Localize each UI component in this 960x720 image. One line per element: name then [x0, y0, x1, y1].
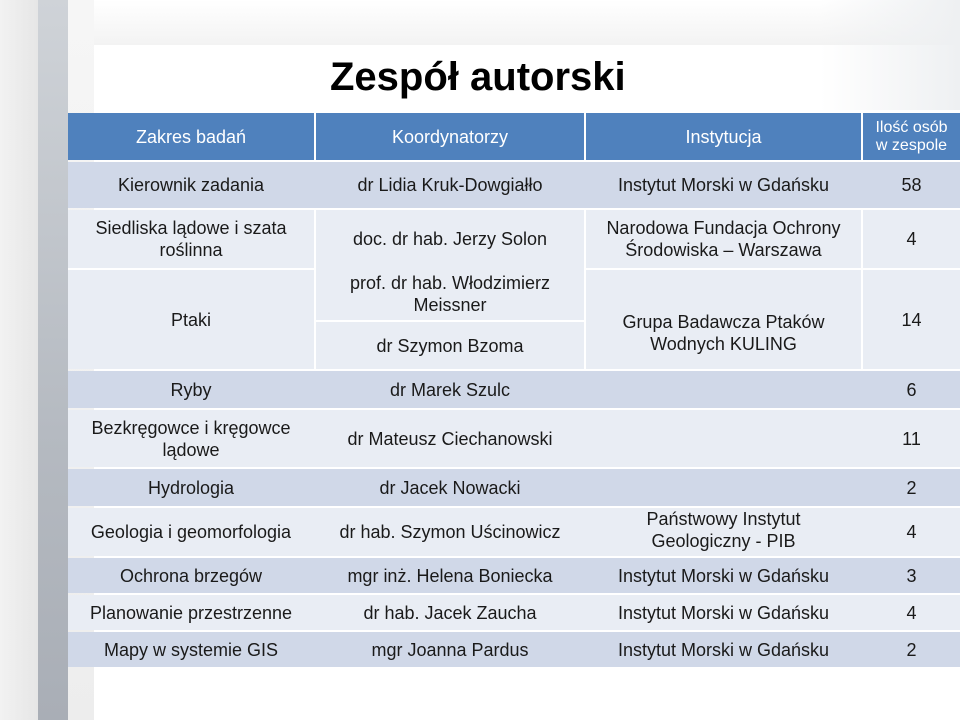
- birds-institution-line1: Grupa Badawcza Ptaków: [622, 311, 825, 332]
- birds-institution: [586, 296, 861, 369]
- column-divider: [861, 210, 863, 369]
- geology-institution-line2: Geologiczny - PIB: [651, 530, 796, 551]
- gis-coordinator: mgr Joanna Pardus: [371, 639, 529, 660]
- hydrology-scope: Hydrologia: [147, 477, 235, 498]
- header-count-line1: Ilość osób: [875, 118, 948, 136]
- birds-coordinator-2: dr Szymon Bzoma: [376, 335, 524, 356]
- invertebrates-scope-line2: lądowe: [162, 439, 220, 460]
- lead-count: 58: [901, 175, 922, 195]
- column-divider: [584, 210, 586, 369]
- fish-coordinator: dr Marek Szulc: [389, 379, 511, 400]
- geology-scope: Geologia i geomorfologia: [90, 522, 292, 542]
- planning-coordinator: dr hab. Jacek Zaucha: [363, 602, 537, 623]
- coast-coordinator: mgr inż. Helena Boniecka: [347, 565, 553, 586]
- birds-coordinator-1-line2: Meissner: [413, 295, 487, 315]
- birds-coordinator-1-line1: prof. dr hab. Włodzimierz: [349, 273, 551, 293]
- header-scope: Zakres badań: [68, 113, 314, 160]
- birds-institution-line2: Wodnych KULING: [650, 333, 797, 354]
- fish-count: 6: [906, 379, 917, 400]
- habitats-scope-line2: roślinna: [159, 240, 223, 260]
- gis-scope: Mapy w systemie GIS: [103, 639, 279, 660]
- habitats-institution-line2: Środowiska – Warszawa: [625, 240, 822, 260]
- invertebrates-scope-line1: Bezkręgowce i kręgowce: [91, 417, 291, 438]
- habitats-scope-line1: Siedliska lądowe i szata: [95, 218, 287, 238]
- hydrology-count: 2: [906, 477, 917, 498]
- header-institution: Instytucja: [586, 113, 861, 160]
- geology-institution: [586, 503, 861, 556]
- birds-coordinator-1: [316, 268, 584, 320]
- background-fade: [820, 0, 960, 110]
- background-stripe: [38, 0, 68, 720]
- coast-institution: Instytut Morski w Gdańsku: [617, 565, 830, 586]
- gis-count: 2: [906, 639, 917, 660]
- planning-scope: Planowanie przestrzenne: [89, 602, 293, 623]
- coast-count: 3: [906, 565, 917, 586]
- lead-scope: Kierownik zadania: [117, 175, 265, 195]
- habitats-count: 4: [906, 229, 917, 249]
- hydrology-coordinator: dr Jacek Nowacki: [379, 477, 521, 498]
- habitats-institution-line1: Narodowa Fundacja Ochrony: [606, 218, 841, 238]
- habitats-institution: [586, 210, 861, 268]
- geology-institution-line1: Państwowy Instytut: [646, 508, 801, 529]
- birds-scope: Ptaki: [170, 309, 212, 330]
- birds-count: 14: [901, 309, 922, 330]
- header-count: [863, 113, 960, 160]
- gis-institution: Instytut Morski w Gdańsku: [617, 639, 830, 660]
- cell-divider: [68, 268, 314, 270]
- habitats-coordinator: doc. dr hab. Jerzy Solon: [352, 229, 548, 249]
- cell-divider: [316, 320, 584, 322]
- geology-count: 4: [906, 522, 917, 542]
- header-coordinators: Koordynatorzy: [316, 113, 584, 160]
- header-count-line2: w zespole: [875, 136, 948, 154]
- planning-count: 4: [906, 602, 917, 623]
- planning-institution: Instytut Morski w Gdańsku: [617, 602, 830, 623]
- lead-institution: Instytut Morski w Gdańsku: [617, 175, 830, 195]
- column-divider: [314, 210, 316, 369]
- habitats-scope: [68, 210, 314, 268]
- slide-title: Zespół autorski: [330, 55, 626, 99]
- invertebrates-count: 11: [902, 428, 921, 449]
- fish-scope: Ryby: [170, 379, 212, 400]
- coast-scope: Ochrona brzegów: [119, 565, 263, 586]
- invertebrates-scope: [68, 410, 314, 467]
- cell-divider: [863, 268, 960, 270]
- invertebrates-coordinator: dr Mateusz Ciechanowski: [347, 428, 553, 449]
- geology-coordinator: dr hab. Szymon Uścinowicz: [339, 522, 561, 542]
- background-stripe: [0, 0, 38, 720]
- background-top-band: [0, 0, 960, 45]
- cell-divider: [586, 268, 861, 270]
- lead-coordinator: dr Lidia Kruk-Dowgiałło: [357, 175, 543, 195]
